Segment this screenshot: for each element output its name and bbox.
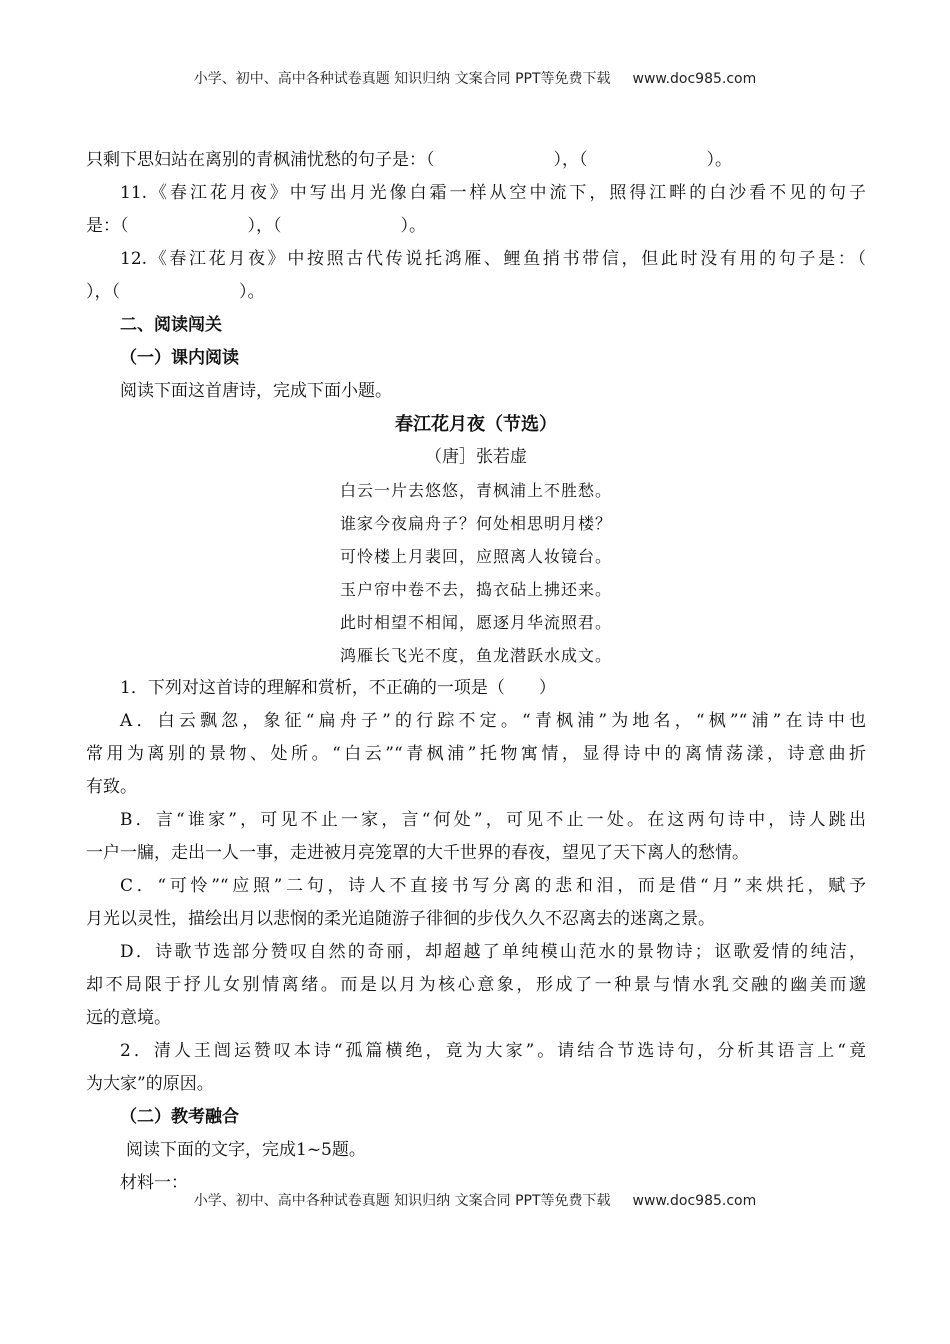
option-a-line1: A．白云飘忽，象征“扁舟子”的行踪不定。“青枫浦”为地名，“枫”“浦”在诗中也 (120, 711, 866, 731)
question-1: 1．下列对这首诗的理解和赏析，不正确的一项是（ ） (120, 678, 556, 698)
q11-line1: 11.《春江花月夜》中写出月光像白霜一样从空中流下，照得江畔的白沙看不见的句子 (120, 183, 866, 203)
option-d-line2: 却不局限于抒儿女别情离绪。而是以月为核心意象，形成了一种景与情水乳交融的幽美而邈 (86, 975, 866, 995)
question-2-line2: 为大家”的原因。 (86, 1074, 214, 1094)
option-c-line2: 月光以灵性，描绘出月以悲悯的柔光追随游子徘徊的步伐久久不忍离去的迷离之景。 (86, 909, 715, 929)
poem-line: 鸿雁长飞光不度，鱼龙潜跃水成文。 (339, 646, 612, 665)
q10-tail: 只剩下思妇站在离别的青枫浦忧愁的句子是：（ ），（ ）。 (86, 150, 732, 170)
material-1-label: 材料一： (120, 1173, 188, 1193)
poem-line: 此时相望不相闻，愿逐月华流照君。 (339, 613, 612, 632)
poem-title: 春江花月夜（节选） (395, 414, 557, 435)
option-d-line1: D．诗歌节选部分赞叹自然的奇丽，却超越了单纯模山范水的景物诗；讴歌爱情的纯洁， (120, 942, 866, 962)
instruction-1: 阅读下面这首唐诗，完成下面小题。 (120, 381, 392, 401)
poem-line: 谁家今夜扁舟子？何处相思明月楼？ (339, 514, 612, 533)
header-site[interactable]: www.doc985.com (632, 71, 757, 87)
document-body (86, 144, 866, 1200)
instruction-2: 阅读下面的文字，完成1~5题。 (126, 1140, 366, 1160)
option-b-line2: 一户一牖，走出一人一事，走进被月亮笼罩的大千世界的春夜，望见了天下离人的愁情。 (86, 843, 749, 863)
poem-line: 白云一片去悠悠，青枫浦上不胜愁。 (339, 481, 612, 500)
page-header (0, 68, 950, 88)
q12-line1: 12.《春江花月夜》中按照古代传说托鸿雁、鲤鱼捎书带信，但此时没有用的句子是：（ (120, 249, 866, 269)
poem-line: 玉户帘中卷不去，捣衣砧上拂还来。 (339, 580, 612, 599)
option-c-line1: C．“可怜”“应照”二句，诗人不直接书写分离的悲和泪，而是借“月”来烘托，赋予 (120, 876, 866, 896)
q11-line2: 是：（ ），（ ）。 (86, 216, 426, 236)
option-a-line3: 有致。 (86, 777, 137, 797)
subsection-heading-2: （二）教考融合 (120, 1107, 239, 1127)
poem-author: （唐］张若虚 (425, 447, 527, 467)
subsection-heading-1: （一）课内阅读 (120, 348, 239, 368)
option-b-line1: B．言“谁家”，可见不止一家，言“何处”，可见不止一处。在这两句诗中，诗人跳出 (120, 810, 866, 830)
footer-site[interactable]: www.doc985.com (632, 1193, 757, 1209)
option-d-line3: 远的意境。 (86, 1008, 171, 1028)
q12-line2: ），（ ）。 (86, 282, 265, 302)
header-text: 小学、初中、高中各种试卷真题 知识归纳 文案合同 PPT等免费下载 (193, 71, 611, 87)
question-2-line1: 2．清人王闿运赞叹本诗“孤篇横绝，竟为大家”。请结合节选诗句，分析其语言上“竟 (120, 1041, 866, 1061)
option-a-line2: 常用为离别的景物、处所。“白云”“青枫浦”托物寓情，显得诗中的离情荡漾，诗意曲折 (86, 744, 866, 764)
page-footer (0, 1190, 950, 1210)
footer-text: 小学、初中、高中各种试卷真题 知识归纳 文案合同 PPT等免费下载 (193, 1193, 611, 1209)
poem-line: 可怜楼上月裴回，应照离人妆镜台。 (339, 547, 612, 566)
section-heading: 二、阅读闯关 (120, 315, 222, 335)
